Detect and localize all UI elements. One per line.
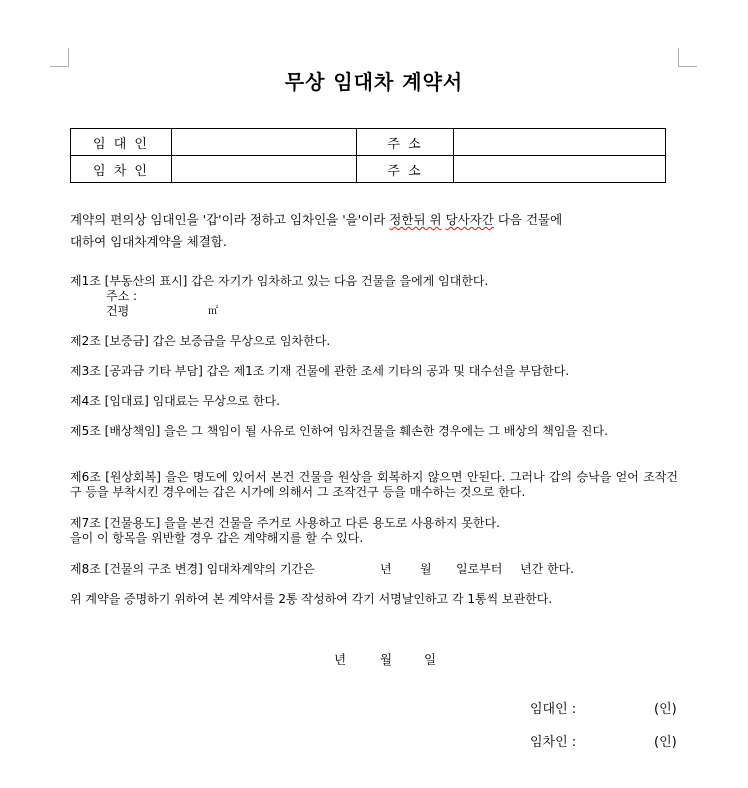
- lessor-seal: (인): [654, 702, 677, 717]
- article-8-month: 월: [420, 562, 432, 576]
- lessee-address-cell[interactable]: [454, 156, 666, 183]
- article-5: 제5조 [배상책임] 을은 그 책임이 될 사유로 인하여 임차건물을 훼손한 경우에는 그 배상의 책임을 진다.: [70, 424, 608, 438]
- lessor-signature-label: 임대인 :: [530, 702, 577, 717]
- article-8-from: 일로부터: [456, 562, 503, 576]
- article-7-line-2: 을이 이 항목을 위반할 경우 갑은 계약해지를 할 수 있다.: [70, 531, 364, 545]
- date-month: 월: [380, 652, 393, 667]
- intro-line-2: 대하여 임대차계약을 체결함.: [70, 234, 227, 249]
- lessee-name-cell[interactable]: [172, 156, 357, 183]
- lessee-seal: (인): [654, 735, 677, 750]
- date-year: 년: [334, 652, 347, 667]
- article-1: 제1조 [부동산의 표시] 갑은 자기가 임차하고 있는 다음 건물을 을에게 임대한다.: [70, 274, 489, 288]
- article-8-text: 제8조 [건물의 구조 변경] 임대차계약의 기간은: [70, 562, 315, 576]
- closing-statement: 위 계약을 증명하기 위하여 본 계약서를 2통 작성하여 각기 서명날인하고 각 1통씩 보관한다.: [70, 592, 553, 606]
- lessor-address-label: 주 소: [357, 129, 454, 156]
- article-2: 제2조 [보증금] 갑은 보증금을 무상으로 임차한다.: [70, 334, 331, 348]
- article-4: 제4조 [임대료] 임대료는 무상으로 한다.: [70, 394, 280, 408]
- lessor-name-cell[interactable]: [172, 129, 357, 156]
- article-8: [70, 562, 680, 577]
- article-3: 제3조 [공과금 기타 부담] 갑은 제1조 기재 건물에 관한 조세 기타의 공과 및 대수선을 부담한다.: [70, 364, 570, 378]
- date-day: 일: [424, 652, 437, 667]
- document-title: 무상 임대차 계약서: [284, 70, 464, 94]
- intro-text-a: 계약의 편의상 임대인을 '갑'이라 정하고 임차인을 '을'이라: [70, 212, 390, 227]
- intro-text-spellcheck-2: 당사자간: [445, 212, 494, 227]
- page-corner-mark-top-right: [678, 48, 697, 67]
- lessor-row: [71, 129, 666, 156]
- lessee-address-label: 주 소: [357, 156, 454, 183]
- lessee-row: [71, 156, 666, 183]
- article-1-address: 주소 :: [106, 289, 138, 303]
- intro-line-1: [70, 209, 678, 231]
- intro-paragraph: [70, 209, 678, 253]
- article-6: 제6조 [원상회복] 을은 명도에 있어서 본건 건물을 원상을 회복하지 않으면 안된다. 그러나 갑의 승낙을 얻어 조작건구 등을 부착시킨 경우에는 갑은 시가에 의해서 그 조작건구 등을 매수하는 것으로 한다.: [70, 470, 678, 499]
- intro-text-spellcheck-1: 정한뒤 위: [389, 212, 442, 227]
- page-corner-mark-top-left: [50, 48, 69, 67]
- lessor-label: 임 대 인: [71, 129, 172, 156]
- parties-table: [70, 128, 666, 183]
- article-1-area-unit: ㎡: [208, 306, 218, 317]
- article-8-year: 년: [380, 562, 392, 576]
- intro-text-e: 다음 건물에: [493, 212, 563, 227]
- lessor-address-cell[interactable]: [454, 129, 666, 156]
- lessee-label: 임 차 인: [71, 156, 172, 183]
- article-8-end: 년간 한다.: [520, 562, 574, 576]
- article-7-line-1: 제7조 [건물용도] 을을 본건 건물을 주거로 사용하고 다른 용도로 사용하지 못한다.: [70, 516, 500, 530]
- article-1-area-label: 건평: [106, 304, 130, 318]
- lessee-signature-label: 임차인 :: [530, 735, 577, 750]
